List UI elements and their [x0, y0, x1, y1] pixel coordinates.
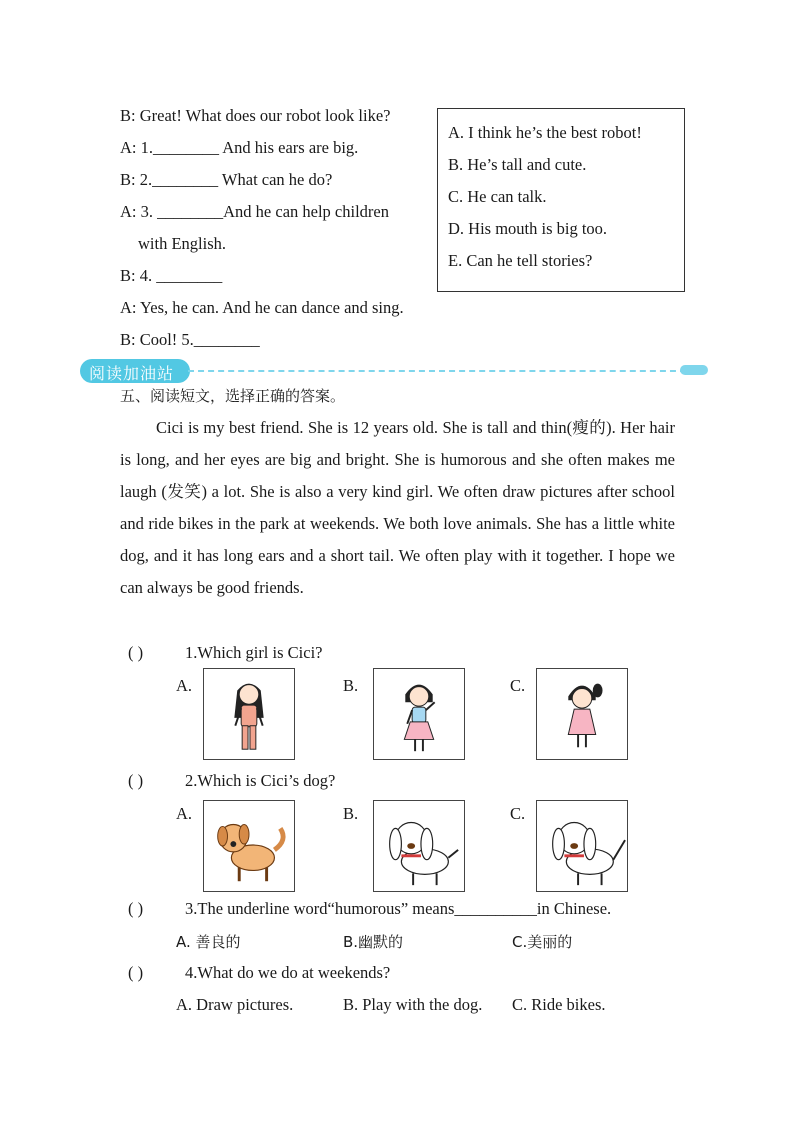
dialog-line-2: A: 1.________ And his ears are big.: [120, 138, 359, 157]
dialog-line-4: A: 3. ________And he can help children: [120, 202, 389, 221]
option-a: A. I think he’s the best robot!: [448, 123, 642, 142]
girl-c-image: [536, 668, 628, 760]
question-4-bracket: ( ): [128, 963, 144, 982]
dog-c-image: [536, 800, 628, 892]
question-2-text: 2.Which is Cici’s dog?: [185, 771, 336, 790]
q2-label-b: B.: [343, 804, 359, 823]
question-3-bracket: ( ): [128, 899, 144, 918]
dialog-line-1: B: Great! What does our robot look like?: [120, 106, 391, 125]
section-banner: [80, 359, 190, 383]
q1-label-c: C.: [510, 676, 526, 695]
question-1-text: 1.Which girl is Cici?: [185, 643, 323, 662]
q3-choice-a: A. 善良的: [176, 933, 241, 951]
section-divider: [188, 370, 686, 372]
q1-label-b: B.: [343, 676, 359, 695]
q4-choice-a: A. Draw pictures.: [176, 995, 294, 1014]
q3-choice-c: C.美丽的: [512, 933, 573, 951]
option-b: B. He’s tall and cute.: [448, 155, 587, 174]
dialog-line-3: B: 2.________ What can he do?: [120, 170, 333, 189]
option-c: C. He can talk.: [448, 187, 547, 206]
dialog-line-5: B: 4. ________: [120, 266, 223, 285]
question-1-bracket: ( ): [128, 643, 144, 662]
divider-end-icon: [680, 365, 708, 375]
q1-label-a: A.: [176, 676, 193, 695]
section-instruction: 五、阅读短文，选择正确的答案。: [120, 387, 346, 405]
dialog-line-7: B: Cool! 5.________: [120, 330, 260, 349]
dialog-line-4-cont: with English.: [138, 234, 227, 253]
girl-b-image: [373, 668, 465, 760]
girl-a-image: [203, 668, 295, 760]
question-4-text: 4.What do we do at weekends?: [185, 963, 391, 982]
option-d: D. His mouth is big too.: [448, 219, 608, 238]
question-2-bracket: ( ): [128, 771, 144, 790]
options-box: [437, 108, 685, 292]
q4-choice-b: B. Play with the dog.: [343, 995, 483, 1014]
q3-choice-b: B.幽默的: [343, 933, 404, 951]
reading-passage: Cici is my best friend. She is 12 years old. She is tall and thin(瘦的). Her hair is long, and her eyes are big and bright. She is humorous and she often makes me laugh (发笑) a lot. She is also a very kind girl. We often draw pictures after school and ride bikes in the park at weekends. We both love animals. She has a little white dog, and it has long ears and a short tail. We often play with it together. I hope we can always be good friends.: [120, 418, 675, 597]
dog-b-image: [373, 800, 465, 892]
dialog-line-6: A: Yes, he can. And he can dance and sing.: [120, 298, 404, 317]
q2-label-c: C.: [510, 804, 526, 823]
option-e: E. Can he tell stories?: [448, 251, 593, 270]
question-3-text: 3.The underline word“humorous” means__________in Chinese.: [185, 899, 612, 918]
section-banner-label: 阅读加油站: [89, 364, 175, 383]
dog-a-image: [203, 800, 295, 892]
q2-label-a: A.: [176, 804, 193, 823]
q4-choice-c: C. Ride bikes.: [512, 995, 606, 1014]
